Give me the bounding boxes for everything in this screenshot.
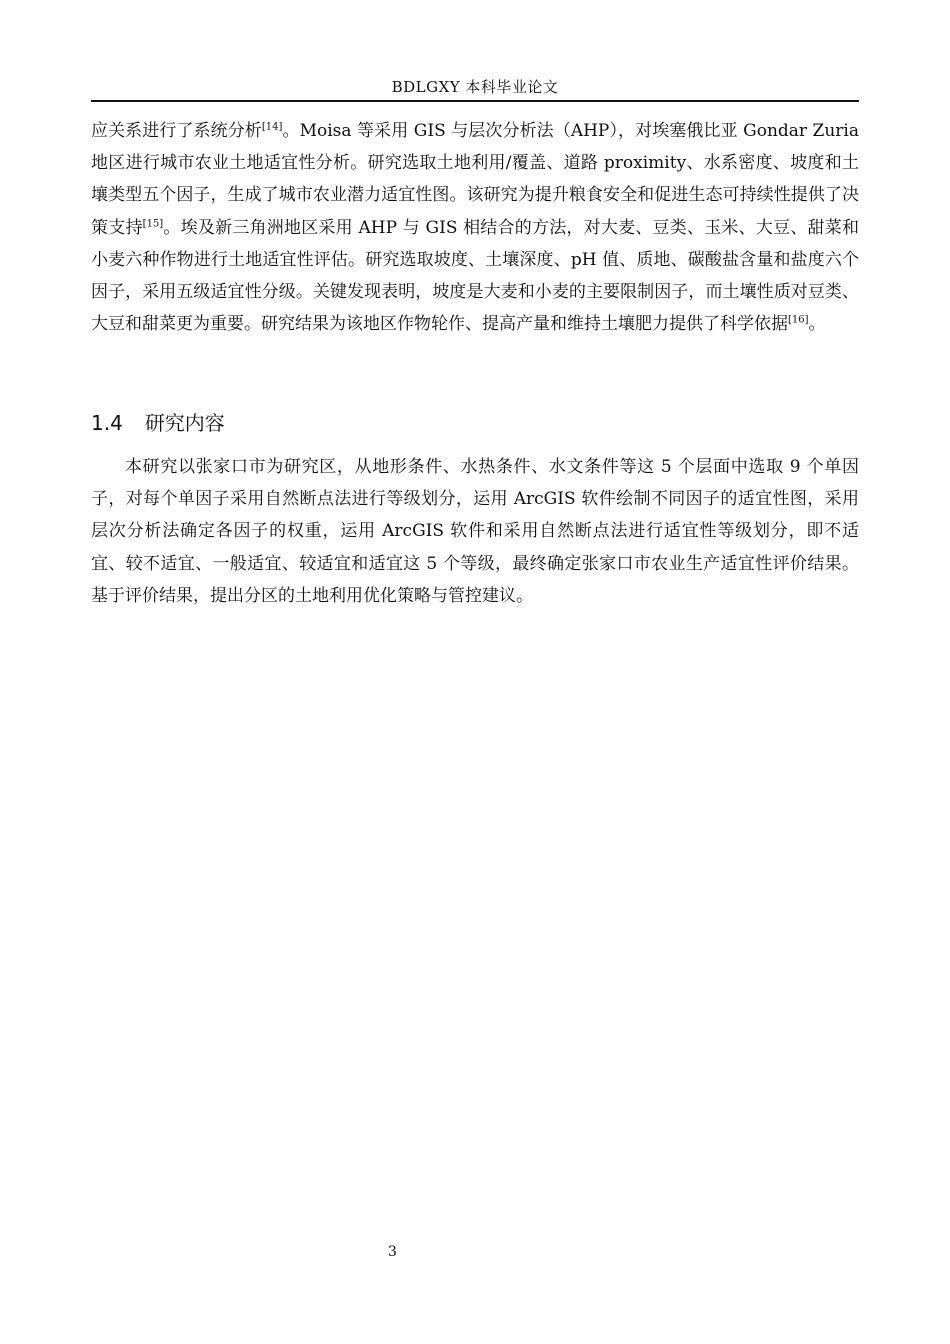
paragraph-text: 。Moisa 等采用 GIS 与层次分析法（AHP），对埃塞俄比亚 Gondar Zuria 地区进行城市农业土地适宜性分析。研究选取土地利用/覆盖、道路 proximity、水系密度、坡度和土壤类型五个因子，生成了城市农业潜力适宜性图。该研究为提升粮食安全和促进生态可持续性提供了决策支持 xyxy=(91,121,860,238)
paragraph-text: 。埃及新三角洲地区采用 AHP 与 GIS 相结合的方法，对大麦、豆类、玉米、大豆、甜菜和小麦六种作物进行土地适宜性评估。研究选取坡度、土壤深度、pH 值、质地、碳酸盐含量和盐度六个因子，采用五级适宜性分级。关键发现表明，坡度是大麦和小麦的主要限制因子，而土壤性质对豆类、大豆和甜菜更为重要。研究结果为该地区作物轮作、提高产量和维持土壤肥力提供了科学依据 xyxy=(91,217,859,335)
page-number: 3 xyxy=(388,1244,397,1260)
header-divider xyxy=(91,100,859,102)
citation-reference: [16] xyxy=(788,314,809,326)
paragraph-text: 。 xyxy=(808,314,826,335)
paragraph-research-content: 本研究以张家口市为研究区，从地形条件、水热条件、水文条件等这 5 个层面中选取 9 个单因子，对每个单因子采用自然断点法进行等级划分，运用 ArcGIS 软件绘制不同因子的适宜性图，采用层次分析法确定各因子的权重，运用 ArcGIS 软件和采用自然断点法进行适宜性等级划分，即不适宜、较不适宜、一般适宜、较适宜和适宜这 5 个等级，最终确定张家口市农业生产适宜性评价结果。基于评价结果，提出分区的土地利用优化策略与管控建议。 xyxy=(91,457,859,606)
paragraph-literature-review xyxy=(91,115,859,340)
citation-reference: [15] xyxy=(142,217,164,229)
citation-reference: [14] xyxy=(261,121,283,133)
section-title: 研究内容 xyxy=(144,411,225,435)
running-header: BDLGXY 本科毕业论文 xyxy=(391,78,559,96)
paragraph-text: 应关系进行了系统分析 xyxy=(91,121,262,141)
section-heading xyxy=(91,408,225,438)
section-number: 1.4 xyxy=(91,411,123,435)
